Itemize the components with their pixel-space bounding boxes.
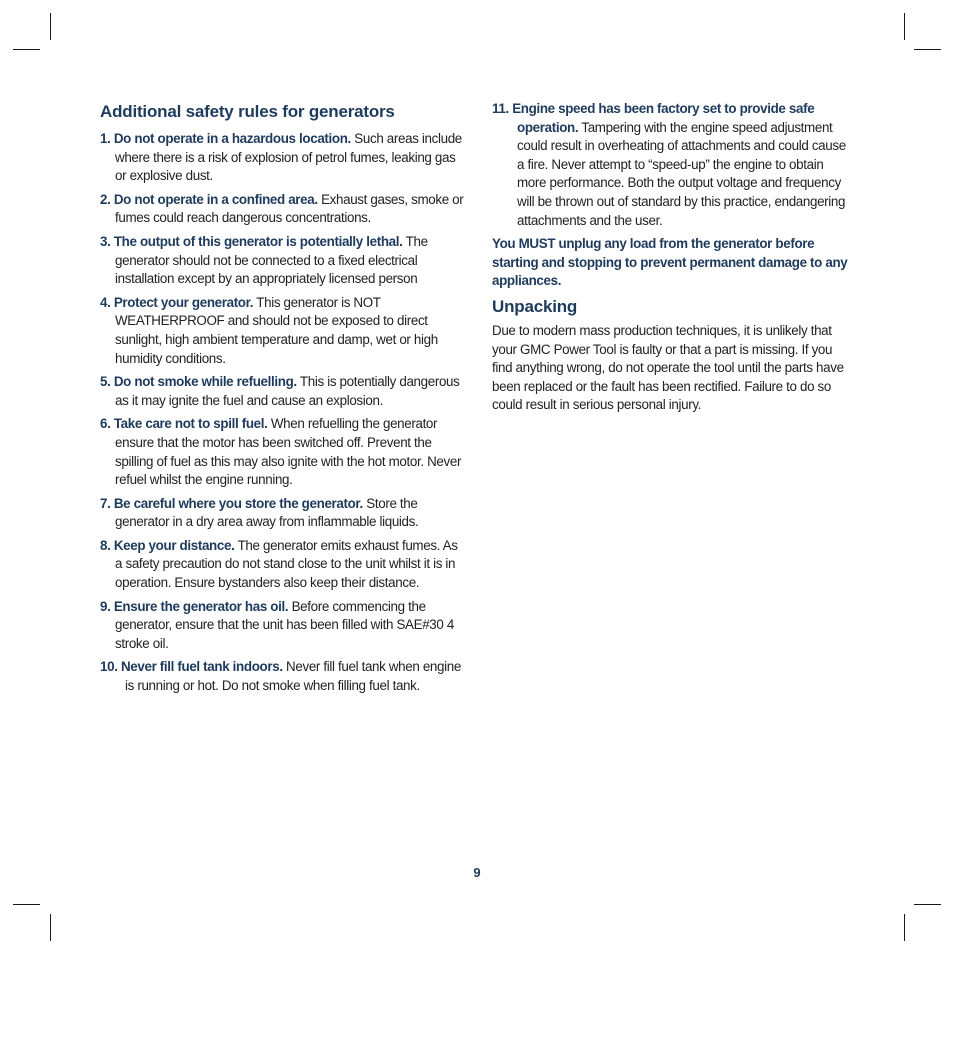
item-number: 9.: [100, 598, 111, 614]
item-text: When refuelling the generator ensure that the motor has been switched off. Prevent the spilling of fuel as this may also ignite with the hot motor. Never refuel whilst the engine running.: [115, 416, 462, 488]
list-item: [100, 658, 466, 695]
list-item: [100, 598, 466, 654]
item-lead: The output of this generator is potentially lethal.: [113, 233, 403, 249]
item-text: Never fill fuel tank when engine is running or hot. Do not smoke when filling fuel tank.: [125, 659, 461, 694]
item-text: This generator is NOT WEATHERPROOF and should not be exposed to direct sunlight, high ambient temperature and damp, wet or high humidity conditions.: [115, 294, 438, 366]
item-text: The generator should not be connected to a fixed electrical installation except by an appropriately licensed person: [115, 233, 428, 287]
item-lead: Take care not to spill fuel.: [113, 416, 268, 432]
item-text: The generator emits exhaust fumes. As a safety precaution do not stand close to the unit whilst it is in operation. Ensure bystanders also keep their distance.: [115, 537, 458, 591]
item-number: 6.: [100, 416, 111, 432]
crop-mark: [50, 13, 51, 40]
item-number: 5.: [100, 374, 111, 390]
list-item: [100, 233, 466, 289]
item-number: 7.: [100, 495, 111, 511]
item-lead: Do not operate in a confined area.: [113, 191, 318, 207]
item-text: Such areas include where there is a risk of explosion of petrol fumes, leaking gas or explosive dust.: [115, 131, 462, 184]
item-lead: Do not operate in a hazardous location.: [113, 131, 351, 146]
list-item: [100, 415, 466, 489]
item-number: 11.: [492, 101, 509, 116]
item-number: 3.: [100, 233, 111, 249]
item-text: Tampering with the engine speed adjustment could result in overheating of attachments and could cause a fire. Never attempt to “speed-up” the engine to obtain more performance. Both the output voltage and frequency will be thrown out of standard by this practice, endangering attachments and the user.: [517, 119, 846, 228]
crop-mark: [914, 904, 941, 905]
unplug-warning: You MUST unplug any load from the generator before starting and stopping to prevent permanent damage to any appliances.: [492, 236, 848, 289]
crop-mark: [13, 49, 40, 50]
list-item: [100, 537, 466, 593]
safety-rules-list-continued: [492, 100, 852, 230]
item-number: 10.: [100, 659, 118, 675]
item-number: 8.: [100, 537, 111, 553]
list-item: [492, 100, 852, 230]
safety-rules-list: [100, 130, 466, 696]
item-lead: Ensure the generator has oil.: [113, 598, 289, 614]
list-item: [100, 130, 466, 186]
item-text: Exhaust gases, smoke or fumes could reach dangerous concentrations.: [115, 191, 464, 226]
crop-mark: [13, 904, 40, 905]
list-item: [100, 373, 466, 410]
list-item: [100, 495, 466, 532]
crop-mark: [914, 49, 941, 50]
item-lead: Do not smoke while refuelling.: [113, 374, 297, 390]
item-text: This is potentially dangerous as it may ignite the fuel and cause an explosion.: [115, 374, 460, 408]
section-heading-safety-rules: Additional safety rules for generators: [100, 102, 395, 121]
item-lead: Be careful where you store the generator.: [113, 495, 363, 511]
item-lead: Engine speed has been factory set to provide safe operation.: [512, 101, 815, 135]
page-number: 9: [473, 865, 481, 880]
left-column: [100, 100, 466, 701]
item-lead: Keep your distance.: [113, 537, 235, 553]
item-number: 1.: [100, 131, 111, 146]
section-heading-unpacking: Unpacking: [492, 296, 578, 316]
item-lead: Protect your generator.: [113, 294, 254, 310]
item-number: 4.: [100, 294, 111, 310]
item-number: 2.: [100, 191, 111, 207]
list-item: [100, 191, 466, 228]
right-column: [492, 100, 852, 415]
item-lead: Never fill fuel tank indoors.: [120, 659, 283, 675]
crop-mark: [904, 914, 905, 941]
item-text: Before commencing the generator, ensure that the unit has been filled with SAE#30 4 stroke oil.: [115, 598, 454, 651]
crop-mark: [904, 13, 905, 40]
list-item: [100, 294, 466, 368]
unpacking-paragraph: Due to modern mass production techniques, it is unlikely that your GMC Power Tool is faulty or that a part is missing. If you find anything wrong, do not operate the tool until the parts have been replaced or the fault has been rectified. Failure to do so could result in serious personal injury.: [492, 322, 844, 413]
crop-mark: [50, 914, 51, 941]
item-text: Store the generator in a dry area away from inflammable liquids.: [115, 495, 419, 530]
